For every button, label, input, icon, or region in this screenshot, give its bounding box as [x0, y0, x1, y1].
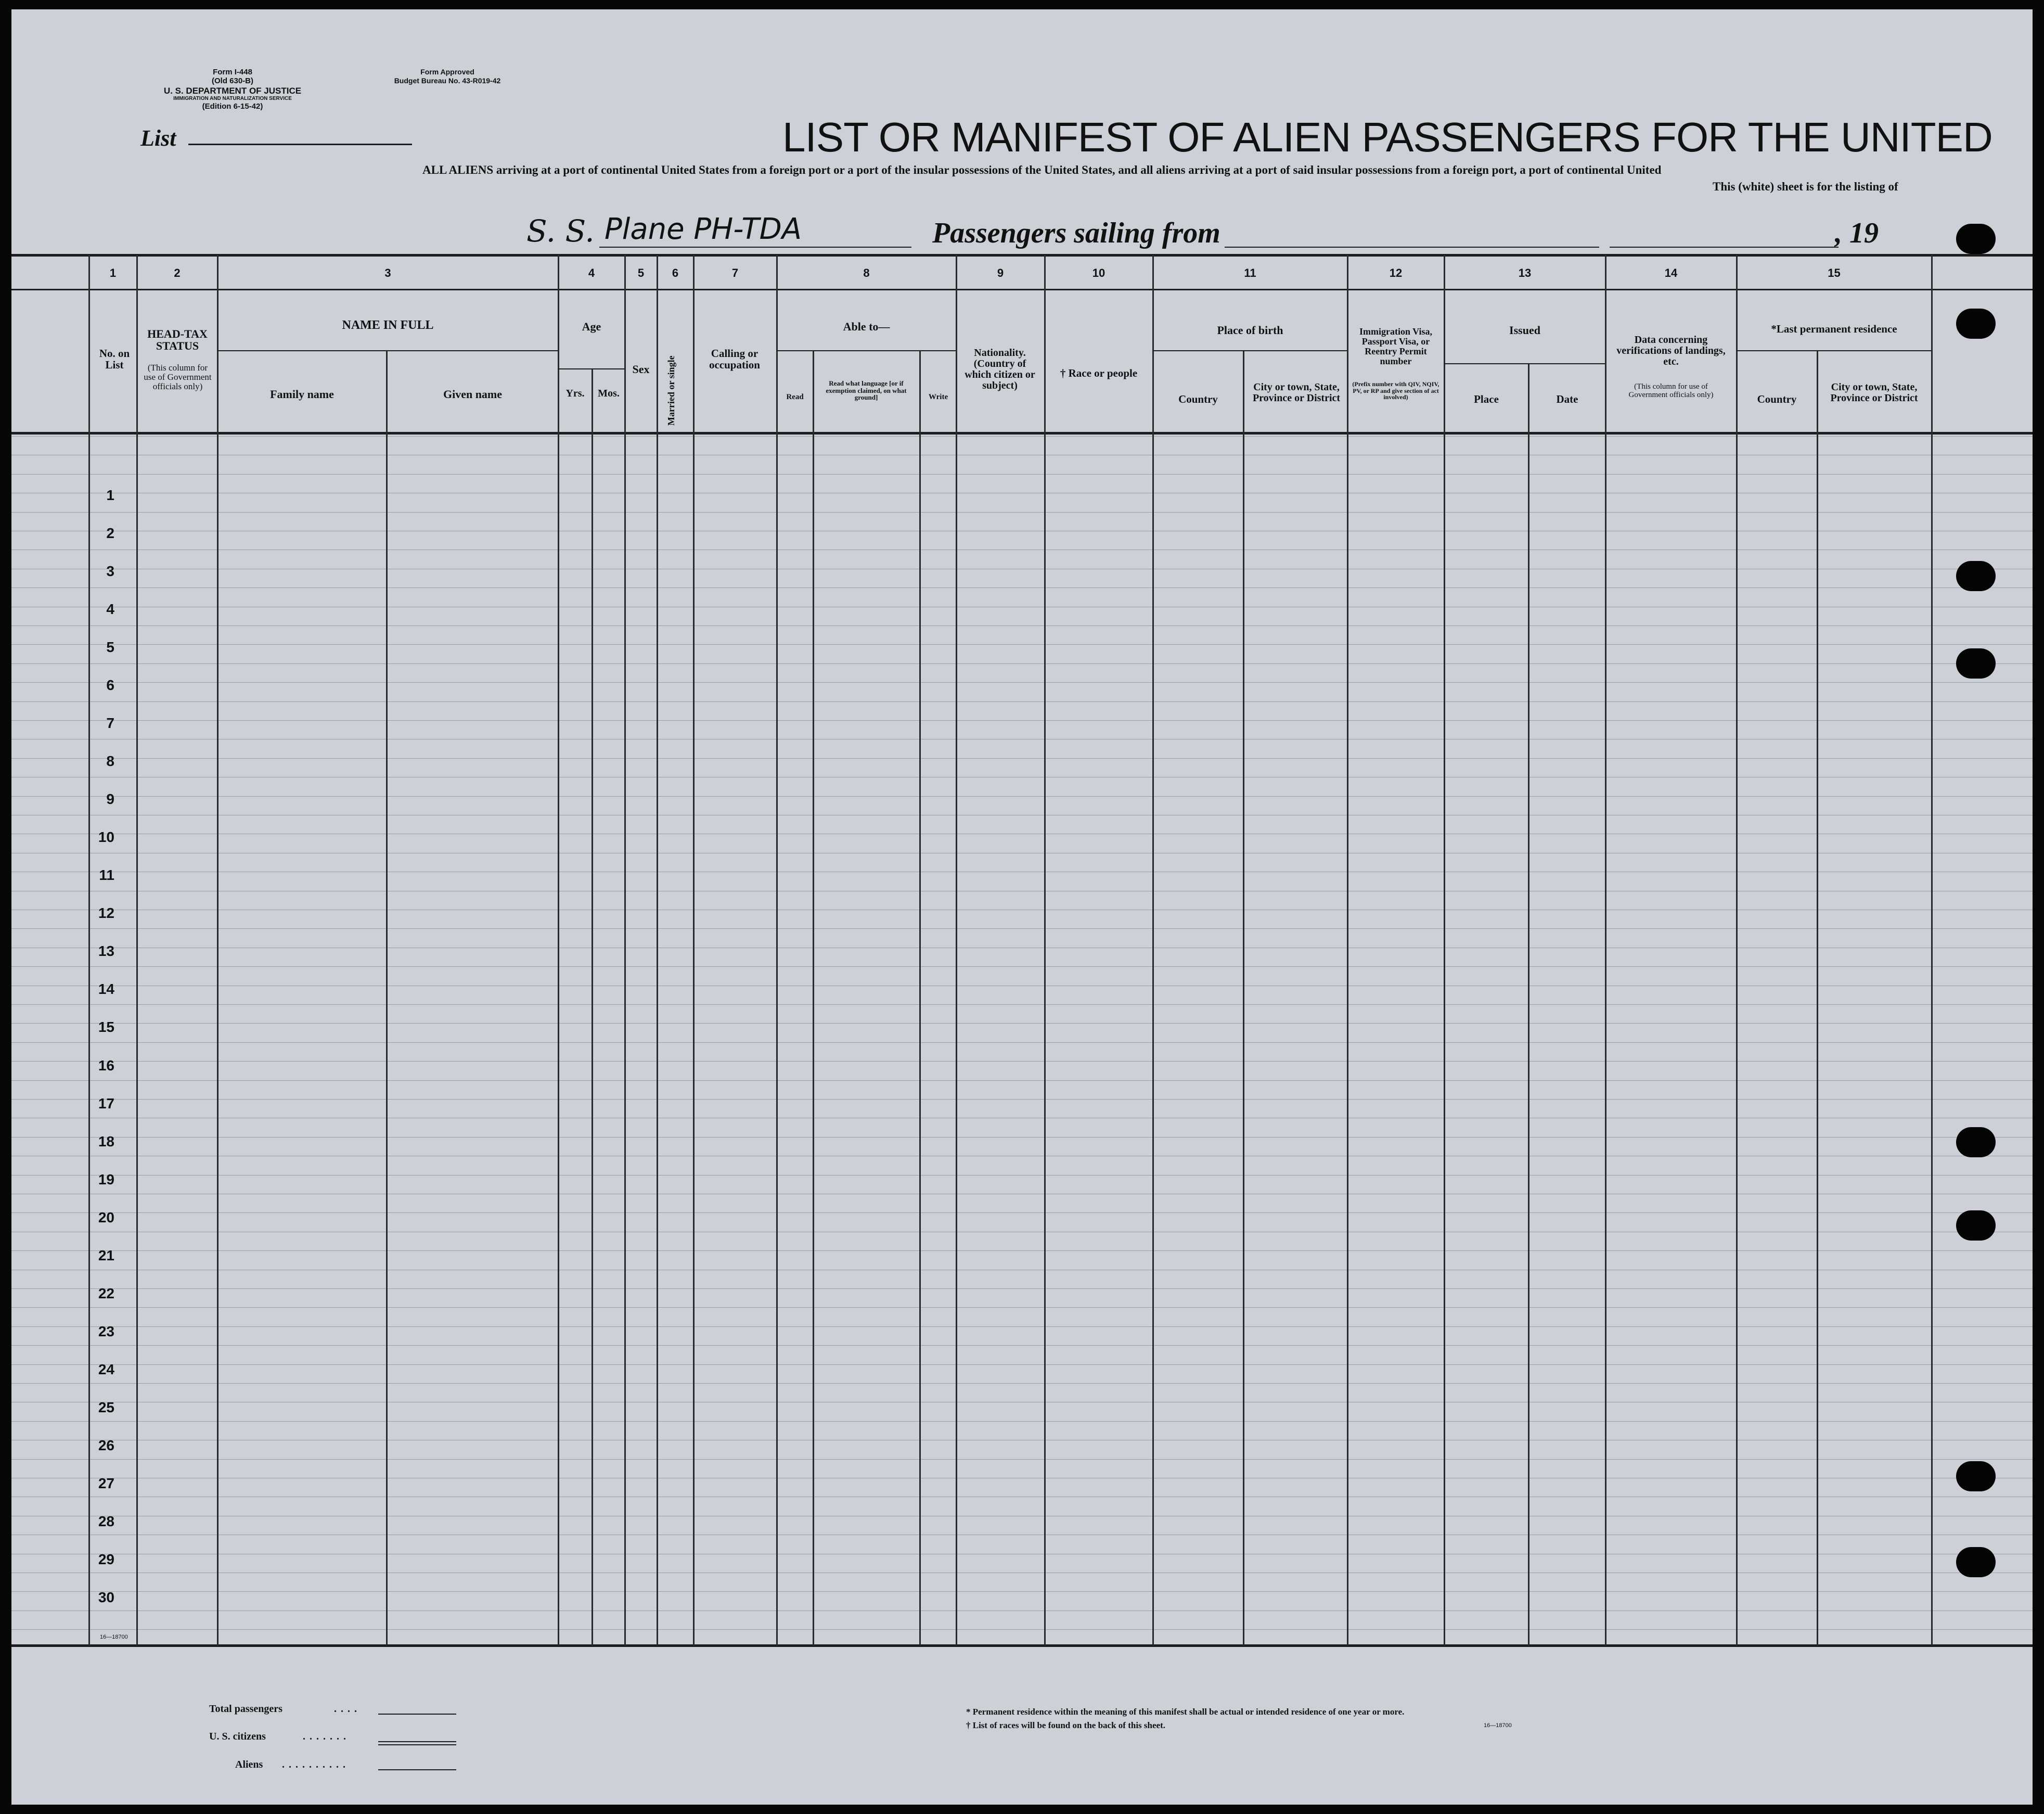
form-number: Form I-448: [213, 68, 252, 76]
row-number: 22: [98, 1285, 114, 1301]
row-rule: [11, 1421, 2033, 1422]
col-line-place: [1528, 363, 1529, 1645]
row-number: 25: [98, 1399, 114, 1415]
footer-note-residence: * Permanent residence within the meaning of this manifest shall be actual or intended residence of one year or more.: [966, 1707, 1405, 1717]
form-id-block: [147, 68, 318, 111]
row-number: 26: [98, 1437, 114, 1453]
header-age: Age: [582, 320, 601, 333]
row-rule: [11, 1175, 2033, 1176]
col-number-7: 7: [731, 266, 739, 279]
row-number: 7: [106, 715, 114, 731]
header-sex: Sex: [632, 363, 650, 376]
header-head-tax-note: (This column for use of Government officials only): [144, 363, 212, 391]
row-rule: [11, 758, 2033, 759]
row-number: 27: [98, 1475, 114, 1491]
col-number-11: 11: [1244, 266, 1256, 279]
department-name: U. S. DEPARTMENT OF JUSTICE: [163, 85, 302, 96]
row-number: 19: [98, 1171, 114, 1187]
row-number: 10: [98, 829, 114, 845]
row-rule: [11, 720, 2033, 721]
footer-citizens-line: [378, 1741, 456, 1742]
year-prefix: , 19: [1835, 217, 1879, 249]
col-number-8: 8: [863, 266, 870, 279]
vessel-prefix: S. S.: [526, 213, 595, 249]
approval-block: [369, 68, 525, 85]
row-number: 11: [99, 867, 114, 883]
row-rule: [11, 796, 2033, 797]
able-subheader-line: [776, 350, 956, 351]
header-married: Married or single: [666, 355, 676, 426]
col-line-8: [776, 255, 778, 1645]
col-line-read: [813, 350, 814, 1645]
row-number: 21: [98, 1247, 114, 1263]
form-approved: Form Approved: [420, 68, 474, 76]
vessel-name-line: [599, 247, 911, 248]
age-subheader-line: [558, 368, 624, 369]
row-rule: [11, 1061, 2033, 1062]
row-rule: [11, 1250, 2033, 1251]
header-residence-city: City or town, State, Province or District: [1830, 381, 1918, 404]
list-number-line: [188, 144, 412, 145]
print-code: 16—18700: [100, 1634, 128, 1640]
row-number: 14: [98, 981, 114, 997]
sailing-date-line: [1610, 247, 1839, 248]
sailing-from-label: Passengers sailing from: [932, 217, 1220, 249]
issued-subheader-line: [1444, 363, 1605, 364]
row-rule: [11, 1212, 2033, 1213]
col-line-12: [1347, 255, 1348, 1645]
row-rule: [11, 1326, 2033, 1327]
row-number: 8: [106, 753, 114, 769]
col-line-2: [136, 255, 138, 1645]
col-line-11: [1152, 255, 1154, 1645]
col-line-lr-country: [1817, 350, 1818, 1645]
footer-total-dots: ....: [334, 1703, 361, 1715]
col-line-14: [1605, 255, 1606, 1645]
col-line-birth-country: [1243, 350, 1244, 1645]
footer-note-races: † List of races will be found on the back of this sheet.: [966, 1720, 1165, 1730]
header-family-name: Family name: [270, 388, 334, 401]
row-rule: [11, 701, 2033, 702]
column-number-divider: [11, 289, 2033, 290]
col-number-4: 4: [588, 266, 595, 279]
col-line-4: [558, 255, 559, 1645]
footer-citizens-label: U. S. citizens: [209, 1731, 266, 1742]
row-rule: [11, 1364, 2033, 1365]
row-number: 6: [106, 677, 114, 693]
header-yrs: Yrs.: [565, 388, 585, 399]
header-visa-note: (Prefix number with QIV, NQIV, PV, or RP and give section of act involved): [1352, 380, 1439, 401]
row-rule: [11, 1099, 2033, 1100]
row-rule: [11, 928, 2033, 929]
binder-hole-icon: [1956, 309, 1996, 339]
residence-subheader-line: [1736, 350, 1931, 351]
col-number-9: 9: [997, 266, 1004, 279]
row-number: 18: [98, 1133, 114, 1149]
budget-number: Budget Bureau No. 43-R019-42: [394, 76, 501, 85]
footer-total-line: [378, 1714, 456, 1715]
header-race: † Race or people: [1060, 367, 1138, 379]
row-rule: [11, 1288, 2033, 1289]
row-number: 20: [98, 1209, 114, 1225]
row-number: 15: [98, 1019, 114, 1035]
col-number-2: 2: [174, 266, 181, 279]
col-line-10: [1044, 255, 1046, 1645]
manifest-sheet: [11, 9, 2033, 1805]
col-number-12: 12: [1389, 266, 1403, 279]
col-number-3: 3: [384, 266, 391, 279]
row-rule: [11, 1629, 2033, 1630]
footer-citizens-line-2: [378, 1744, 456, 1745]
row-number: 2: [106, 525, 114, 541]
binder-hole-icon: [1956, 561, 1996, 591]
row-number: 28: [98, 1513, 114, 1529]
col-number-1: 1: [109, 266, 117, 279]
row-rule: [11, 663, 2033, 664]
header-birth-city: City or town, State, Province or District: [1252, 381, 1341, 404]
header-calling: Calling or occupation: [709, 347, 760, 372]
binder-hole-icon: [1956, 1127, 1996, 1157]
row-rule: [11, 587, 2033, 588]
footer-aliens-line: [378, 1769, 456, 1770]
subtitle-line-2: This (white) sheet is for the listing of: [1713, 180, 1898, 193]
col-line-16: [1931, 255, 1933, 1645]
col-line-language: [919, 350, 921, 1645]
row-number: 23: [98, 1323, 114, 1339]
header-place-of-birth: Place of birth: [1217, 324, 1283, 337]
header-immigration-visa: Immigration Visa, Passport Visa, or Reentry Permit number: [1359, 326, 1432, 366]
header-able-to: Able to—: [843, 320, 890, 333]
col-number-5: 5: [637, 266, 645, 279]
form-title: LIST OR MANIFEST OF ALIEN PASSENGERS FOR THE UNITED: [782, 114, 1992, 160]
sailing-port-line: [1225, 247, 1599, 248]
name-subheader-line: [217, 350, 558, 351]
row-number: 5: [106, 639, 114, 655]
row-rule: [11, 1459, 2033, 1460]
row-number: 29: [98, 1551, 114, 1567]
header-no-on-list: No. on List: [99, 347, 130, 372]
header-write: Write: [928, 393, 948, 401]
col-number-6: 6: [672, 266, 679, 279]
header-last-residence: *Last permanent residence: [1771, 323, 1897, 335]
row-rule: [11, 436, 2033, 437]
col-number-13: 13: [1518, 266, 1532, 279]
row-rule: [11, 1345, 2033, 1346]
header-data-note: (This column for use of Government officials only): [1628, 382, 1714, 399]
binder-hole-icon: [1956, 1210, 1996, 1241]
header-name-in-full: NAME IN FULL: [342, 318, 434, 332]
row-rule: [11, 1137, 2033, 1138]
row-number: 4: [106, 601, 114, 617]
table-bottom-border: [11, 1644, 2033, 1647]
table-top-border: [11, 254, 2033, 257]
header-read: Read: [786, 393, 804, 401]
list-label: List: [140, 125, 176, 151]
col-number-15: 15: [1828, 266, 1841, 279]
binder-hole-icon: [1956, 1547, 1996, 1577]
footer-aliens-dots: ..........: [282, 1759, 350, 1770]
row-rule: [11, 512, 2033, 513]
service-name: IMMIGRATION AND NATURALIZATION SERVICE: [173, 96, 292, 102]
row-rule: [11, 1004, 2033, 1005]
col-number-14: 14: [1664, 266, 1678, 279]
header-residence-country: Country: [1757, 393, 1797, 405]
header-issued: Issued: [1509, 324, 1540, 337]
row-rule: [11, 1307, 2033, 1308]
col-line-6: [657, 255, 658, 1645]
form-old-number: (Old 630-B): [211, 76, 253, 86]
row-number: 3: [106, 563, 114, 579]
row-rule: [11, 966, 2033, 967]
row-rule: [11, 474, 2033, 475]
footer-total-label: Total passengers: [209, 1703, 282, 1715]
subtitle-line-1: ALL ALIENS arriving at a port of continental United States from a foreign port or a port of the insular possessions of the United States, and all aliens arriving at a port of said insular possessions from a foreign port, a port of continental United: [422, 163, 1662, 176]
row-number: 9: [106, 791, 114, 807]
header-nationality: Nationality. (Country of which citizen or subject): [965, 347, 1035, 391]
col-line-yrs: [592, 368, 593, 1645]
header-data-concerning: Data concerning verifications of landings, etc.: [1616, 334, 1726, 367]
row-number: 30: [98, 1589, 114, 1605]
row-rule: [11, 644, 2033, 645]
row-number: 24: [98, 1361, 114, 1377]
col-line-13: [1444, 255, 1445, 1645]
row-rule: [11, 682, 2033, 683]
row-number: 13: [98, 943, 114, 959]
header-issued-place: Place: [1474, 393, 1499, 405]
row-rule: [11, 1383, 2033, 1384]
col-line-5: [624, 255, 626, 1645]
birth-subheader-line: [1152, 350, 1347, 351]
binder-hole-icon: [1956, 1461, 1996, 1491]
col-line-7: [693, 255, 695, 1645]
col-line-family: [386, 350, 388, 1645]
footer-aliens-label: Aliens: [235, 1759, 263, 1770]
header-head-tax: HEAD-TAX STATUS: [147, 327, 208, 353]
row-number: 16: [98, 1057, 114, 1074]
row-rule: [11, 625, 2033, 626]
row-rule: [11, 1023, 2033, 1024]
footer-citizens-dots: .......: [303, 1731, 350, 1742]
edition: (Edition 6-15-42): [202, 101, 263, 111]
row-rule: [11, 1591, 2033, 1592]
col-line-9: [956, 255, 957, 1645]
header-bottom-border: [11, 432, 2033, 435]
header-given-name: Given name: [443, 388, 503, 401]
row-number: 12: [98, 905, 114, 921]
binder-hole-icon: [1956, 648, 1996, 679]
vessel-handwritten-name: Plane PH-TDA: [605, 212, 802, 246]
row-rule: [11, 1080, 2033, 1081]
header-read-language: Read what language [or if exemption claimed, on what ground]: [826, 379, 907, 402]
col-line-3: [217, 255, 218, 1645]
footer-code: 16—18700: [1484, 1722, 1512, 1729]
row-rule: [11, 1042, 2033, 1043]
header-birth-country: Country: [1178, 393, 1218, 405]
row-number: 1: [106, 487, 114, 503]
col-number-10: 10: [1092, 266, 1105, 279]
binder-hole-icon: [1956, 224, 1996, 254]
header-issued-date: Date: [1556, 393, 1578, 405]
header-mos: Mos.: [598, 388, 620, 399]
col-line-15: [1736, 255, 1738, 1645]
row-number: 17: [98, 1095, 114, 1112]
